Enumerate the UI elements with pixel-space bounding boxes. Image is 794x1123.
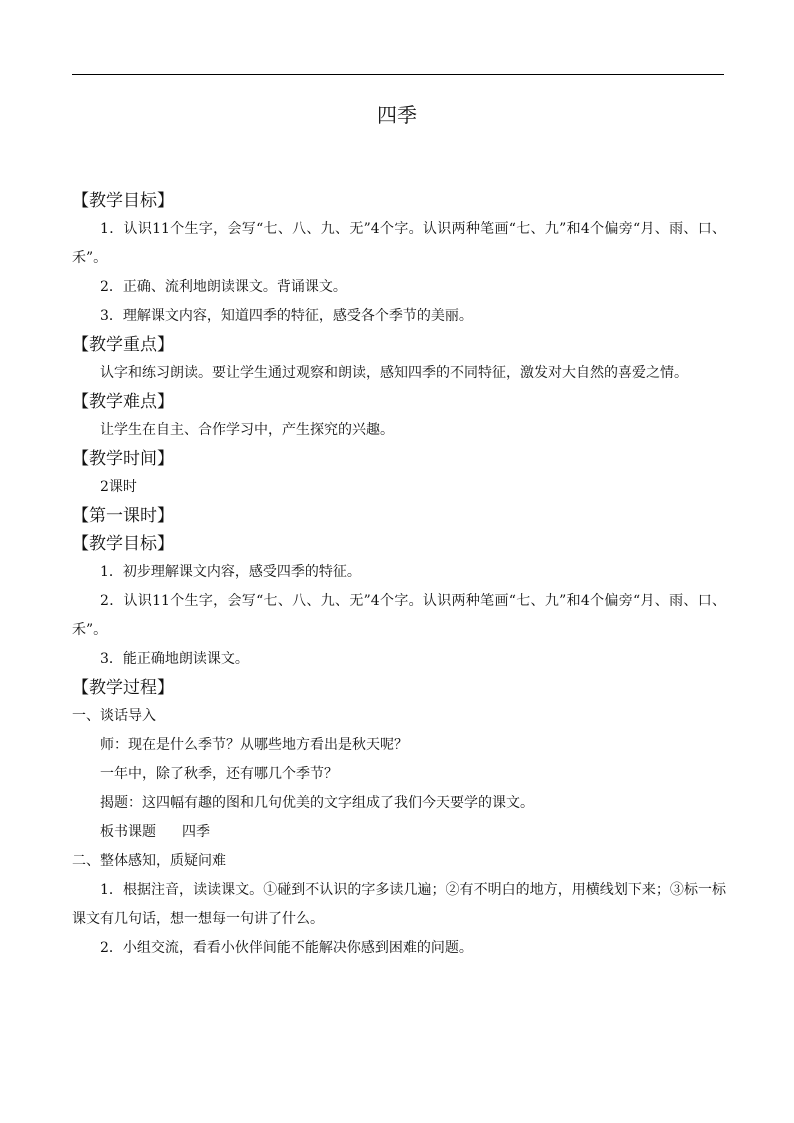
- board-label: 板书课题: [100, 824, 156, 840]
- goal-item: 3．理解课文内容，知道四季的特征，感受各个季节的美丽。: [100, 308, 473, 324]
- section-heading-process: 【教学过程】: [72, 678, 174, 698]
- key-points-text: 认字和练习朗读。要让学生通过观察和朗读，感知四季的不同特征，激发对大自然的喜爱之情。: [100, 365, 688, 381]
- board-title-line: [72, 818, 726, 847]
- lesson-goal-item: 1．初步理解课文内容，感受四季的特征。: [100, 564, 361, 580]
- process-line: 师：现在是什么季节？从哪些地方看出是秋天呢？: [100, 737, 408, 753]
- section-heading-first-lesson: 【第一课时】: [72, 506, 174, 526]
- process-line: 1．根据注音，读读课文。①碰到不认识的字多读几遍；②有不明白的地方，用横线划下来；③标一标课文有几句话，想一想每一句讲了什么。: [72, 882, 726, 927]
- section-heading-goals: 【教学目标】: [72, 191, 174, 211]
- lesson-goal-item: 2．认识11个生字，会写“七、八、九、无”4个字。认识两种笔画“七、九”和4个偏旁“月、雨、口、禾”。: [72, 593, 726, 638]
- process-line: 一年中，除了秋季，还有哪几个季节？: [100, 766, 338, 782]
- process-line: 2．小组交流，看看小伙伴间能不能解决你感到困难的问题。: [100, 940, 473, 956]
- lesson-goal-item: 3．能正确地朗读课文。: [100, 651, 249, 667]
- header-rule: [72, 74, 724, 75]
- time-text: 2课时: [100, 479, 137, 495]
- process-line: 揭题：这四幅有趣的图和几句优美的文字组成了我们今天要学的课文。: [100, 795, 534, 811]
- section-heading-key-points: 【教学重点】: [72, 335, 174, 355]
- goal-item: 1．认识11个生字，会写“七、八、九、无”4个字。认识两种笔画“七、九”和4个偏旁“月、雨、口、禾”。: [72, 221, 726, 266]
- section-heading-difficulties: 【教学难点】: [72, 392, 174, 412]
- process-part-title: 一、谈话导入: [72, 708, 156, 724]
- document-body: [72, 187, 726, 963]
- section-heading-time: 【教学时间】: [72, 449, 174, 469]
- section-heading-lesson-goals: 【教学目标】: [72, 534, 174, 554]
- document-title: 四季: [377, 103, 417, 127]
- goal-item: 2．正确、流利地朗读课文。背诵课文。: [100, 279, 347, 295]
- board-title: 四季: [182, 824, 210, 840]
- process-part-title: 二、整体感知，质疑问难: [72, 853, 226, 869]
- difficulties-text: 让学生在自主、合作学习中，产生探究的兴趣。: [100, 422, 394, 438]
